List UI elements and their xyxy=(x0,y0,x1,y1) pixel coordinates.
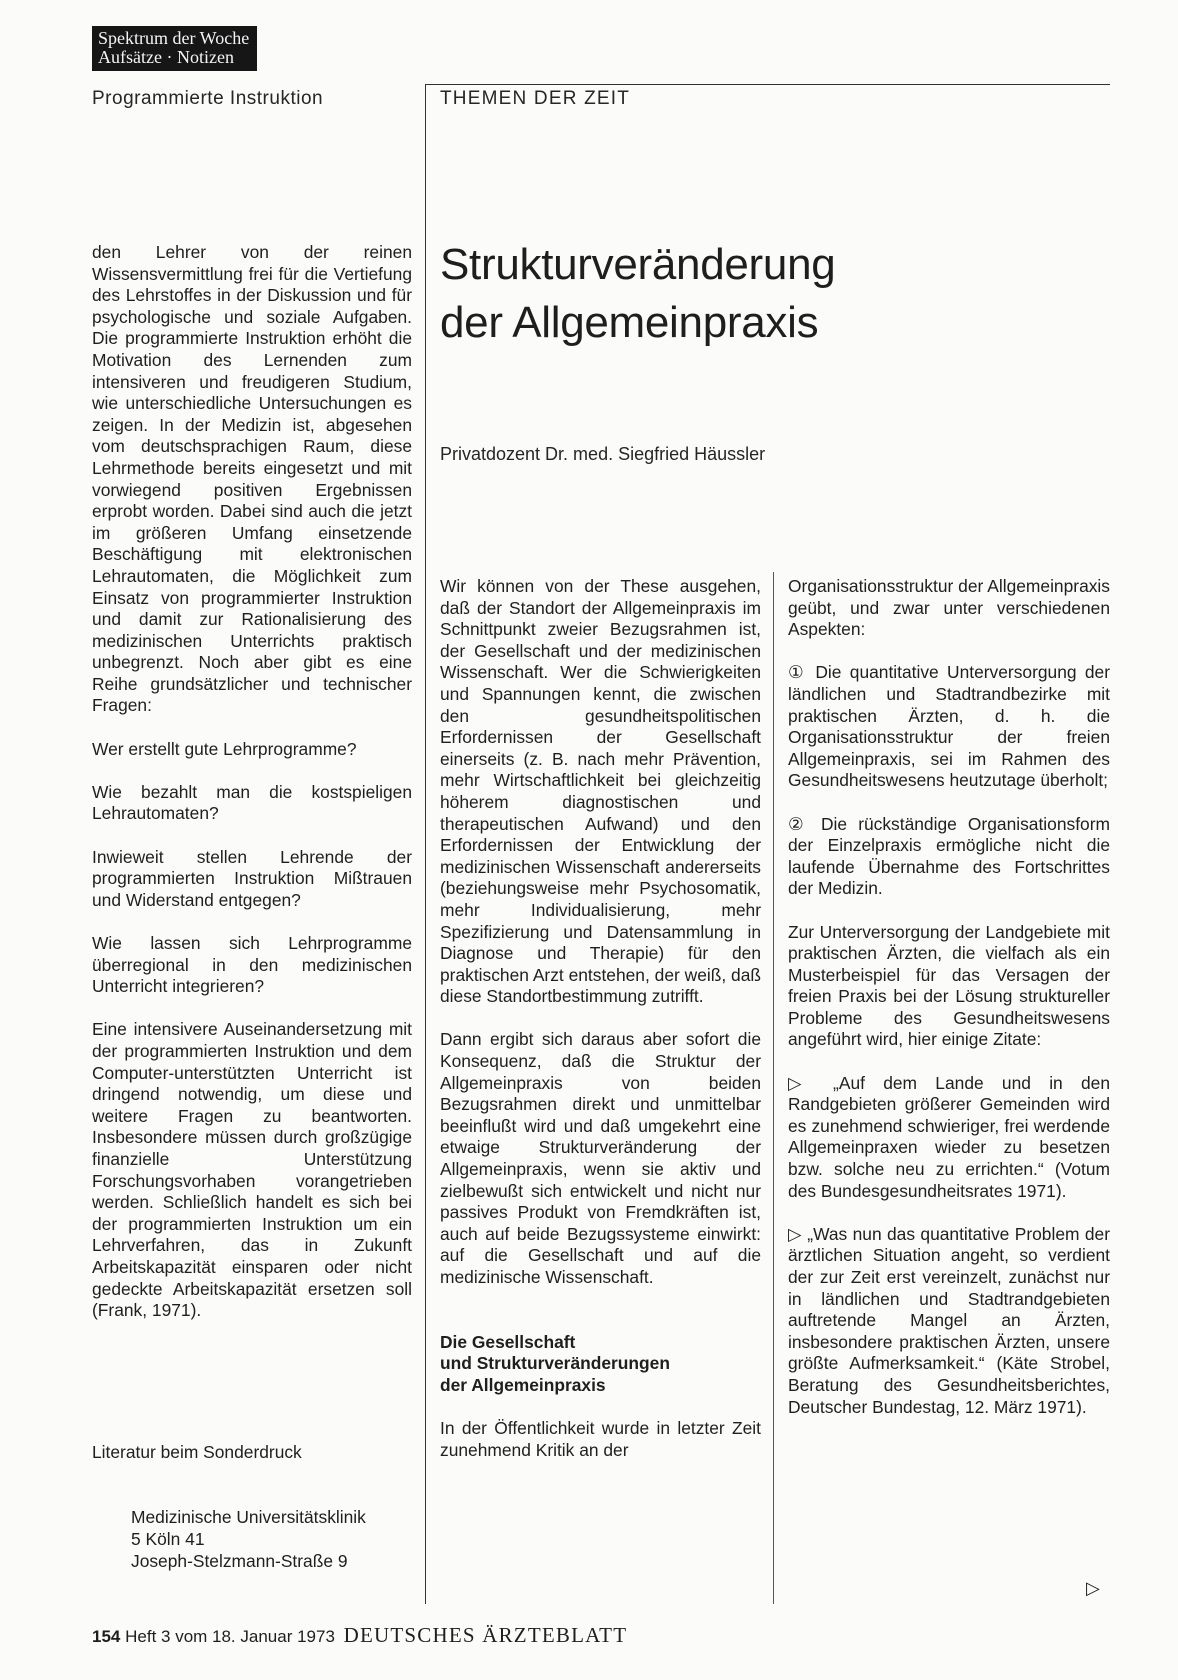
right-column xyxy=(788,576,1110,1418)
column-rule xyxy=(425,84,426,1604)
list-item: ② Die rückständige Organisationsform der Einzelpraxis ermögliche nicht die laufende Übernahme des Fortschrittes der Medizin. xyxy=(788,813,1110,899)
section-label-line2: Aufsätze · Notizen xyxy=(98,47,234,67)
address-line: Joseph-Stelzmann-Straße 9 xyxy=(131,1551,348,1571)
paragraph: Wir können von der These ausgehen, daß der Standort der Allgemeinpraxis im Schnittpunkt zweier Bezugsrahmen ist, der Gesellschaft und der medizinischen Wissenschaft. Wer die Schwierigkeiten und Spannungen kennt, die zwischen den gesundheitspolitischen Erfordernissen der Gesellschaft einerseits (z. B. nach mehr Prävention, mehr Wirtschaftlichkeit bei gleichzeitig höherem diagnostischen und therapeutischen Aufwand) und den Erfordernissen der Entwicklung der medizinischen Wissenschaft andererseits (beziehungsweise mehr Psychosomatik, mehr Individualisierung, mehr Spezifizierung und Datensammlung in Diagnose und Therapie) für den praktischen Arzt entstehen, der weiß, daß diese Standortbestimmung zutrifft. xyxy=(440,576,761,1007)
question: Inwieweit stellen Lehrende der programmierten Instruktion Mißtrauen und Widerstand entgegen? xyxy=(92,846,412,910)
question: Wie bezahlt man die kostspieligen Lehrautomaten? xyxy=(92,781,412,824)
article-author: Privatdozent Dr. med. Siegfried Häussler xyxy=(440,444,766,464)
title-line: der Allgemeinpraxis xyxy=(440,298,819,347)
question: Wie lassen sich Lehrprogramme überregional in den medizinischen Unterricht integrieren? xyxy=(92,933,412,997)
continued-arrow-icon: ▷ xyxy=(1086,1578,1100,1598)
list-item: ① Die quantitative Unterversorgung der ländlichen und Stadtrandbezirke mit praktischen Ärzten, d. h. die Organisationsstruktur der freien Allgemeinpraxis, sei im Rahmen des Gesundheitswesens heutzutage überholt; xyxy=(788,662,1110,791)
page-number: 154 xyxy=(92,1627,121,1646)
paragraph: Organisationsstruktur der Allgemeinpraxis geübt, und zwar unter verschiedenen Aspekten: xyxy=(788,576,1110,640)
header-rule xyxy=(425,84,1110,85)
paragraph: Eine intensivere Auseinandersetzung mit der programmierten Instruktion und dem Computer-unterstützten Unterricht ist dringend notwendig, um diese und weitere Fragen zu beantworten. Insbesondere müssen durch großzügige finanzielle Unterstützung Forschungsvorhaben vorangetrieben werden. Schließlich handelt es sich bei der programmierten Instruktion um ein Lehrverfahren, das in Zukunft Arbeitskapazität einsparen oder nicht gedeckte Arbeitskapazität ersetzen soll (Frank, 1971). xyxy=(92,1019,412,1321)
paragraph: In der Öffentlichkeit wurde in letzter Zeit zunehmend Kritik an der xyxy=(440,1417,761,1460)
running-header-right: THEMEN DER ZEIT xyxy=(440,88,631,109)
paragraph: Dann ergibt sich daraus aber sofort die Konsequenz, daß die Struktur der Allgemeinpraxis von beiden Bezugsrahmen direkt und unmittelbar beeinflußt wird und daß umgekehrt eine etwaige Strukturveränderung der Allgemeinpraxis, wenn sie aktiv und zielbewußt sich entwickelt und nicht nur passives Produkt von Fremdkräften ist, auch auf beide Bezugssysteme einwirkt: auf die Gesellschaft und auf die medizinische Wissenschaft. xyxy=(440,1029,761,1287)
running-header-left: Programmierte Instruktion xyxy=(92,88,324,109)
paragraph: den Lehrer von der reinen Wissensvermittlung frei für die Vertiefung des Lehrstoffes in der Diskussion und für psychologische und soziale Aufgaben. Die programmierte Instruktion erhöht die Motivation des Lernenden zum intensiveren und freudigeren Studium, wie unterschiedliche Untersuchungen es zeigen. In der Medizin ist, abgesehen vom deutschsprachigen Raum, diese Lehrmethode bereits eingesetzt und mit vorwiegend positiven Ergebnissen erprobt worden. Dabei sind auch die jetzt im größeren Umfang einsetzende Beschäftigung mit elektronischen Lehrautomaten, die Möglichkeit zum Einsatz von programmierter Instruktion und damit zur Rationalisierung des medizinischen Unterrichts praktisch unbegrenzt. Noch aber gibt es eine Reihe grundsätzlicher und technischer Fragen: xyxy=(92,242,412,716)
title-line: Strukturveränderung xyxy=(440,240,836,289)
question: Wer erstellt gute Lehrprogramme? xyxy=(92,738,357,759)
subheading-line: der Allgemeinpraxis xyxy=(440,1374,606,1395)
section-label-line1: Spektrum der Woche xyxy=(98,28,250,48)
subheading-line: Die Gesellschaft xyxy=(440,1331,576,1352)
page-footer xyxy=(92,1623,627,1648)
paragraph: Zur Unterversorgung der Landgebiete mit praktischen Ärzten, die vielfach als ein Musterbeispiel für das Versagen der freien Praxis bei der Lösung struktureller Probleme des Gesundheitswesens angeführt wird, hier einige Zitate: xyxy=(788,921,1110,1050)
author-address xyxy=(131,1506,431,1572)
address-line: Medizinische Universitätsklinik xyxy=(131,1507,366,1527)
subheading xyxy=(440,1332,761,1397)
section-label xyxy=(92,26,257,71)
column-rule-secondary xyxy=(773,572,774,1604)
subheading-line: und Strukturveränderungen xyxy=(440,1353,670,1374)
quote: ▷ „Auf dem Lande und in den Randgebieten größerer Gemeinden wird es zunehmend schwieriger, frei werdende Allgemeinpraxen wieder zu besetzen bzw. solche neu zu errichten.“ (Votum des Bundesgesundheitsrates 1971). xyxy=(788,1072,1110,1201)
left-column xyxy=(92,242,412,1322)
quote: ▷ „Was nun das quantitative Problem der ärztlichen Situation angeht, so verdient der zur Zeit erst vereinzelt, zunächst nur in ländlichen und Stadtrandgebieten auftretende Mangel an Ärzten, insbesondere praktischen Ärzten, unsere größte Aufmerksamkeit.“ (Käte Strobel, Beratung des Gesundheitsberichtes, Deutscher Bundestag, 12. März 1971). xyxy=(788,1223,1110,1417)
literature-note: Literatur beim Sonderdruck xyxy=(92,1442,302,1462)
article-title xyxy=(440,236,1100,352)
magazine-name: DEUTSCHES ÄRZTEBLATT xyxy=(343,1623,628,1647)
address-line: 5 Köln 41 xyxy=(131,1529,205,1549)
issue-info: Heft 3 vom 18. Januar 1973 xyxy=(125,1627,335,1646)
middle-column xyxy=(440,576,761,1461)
